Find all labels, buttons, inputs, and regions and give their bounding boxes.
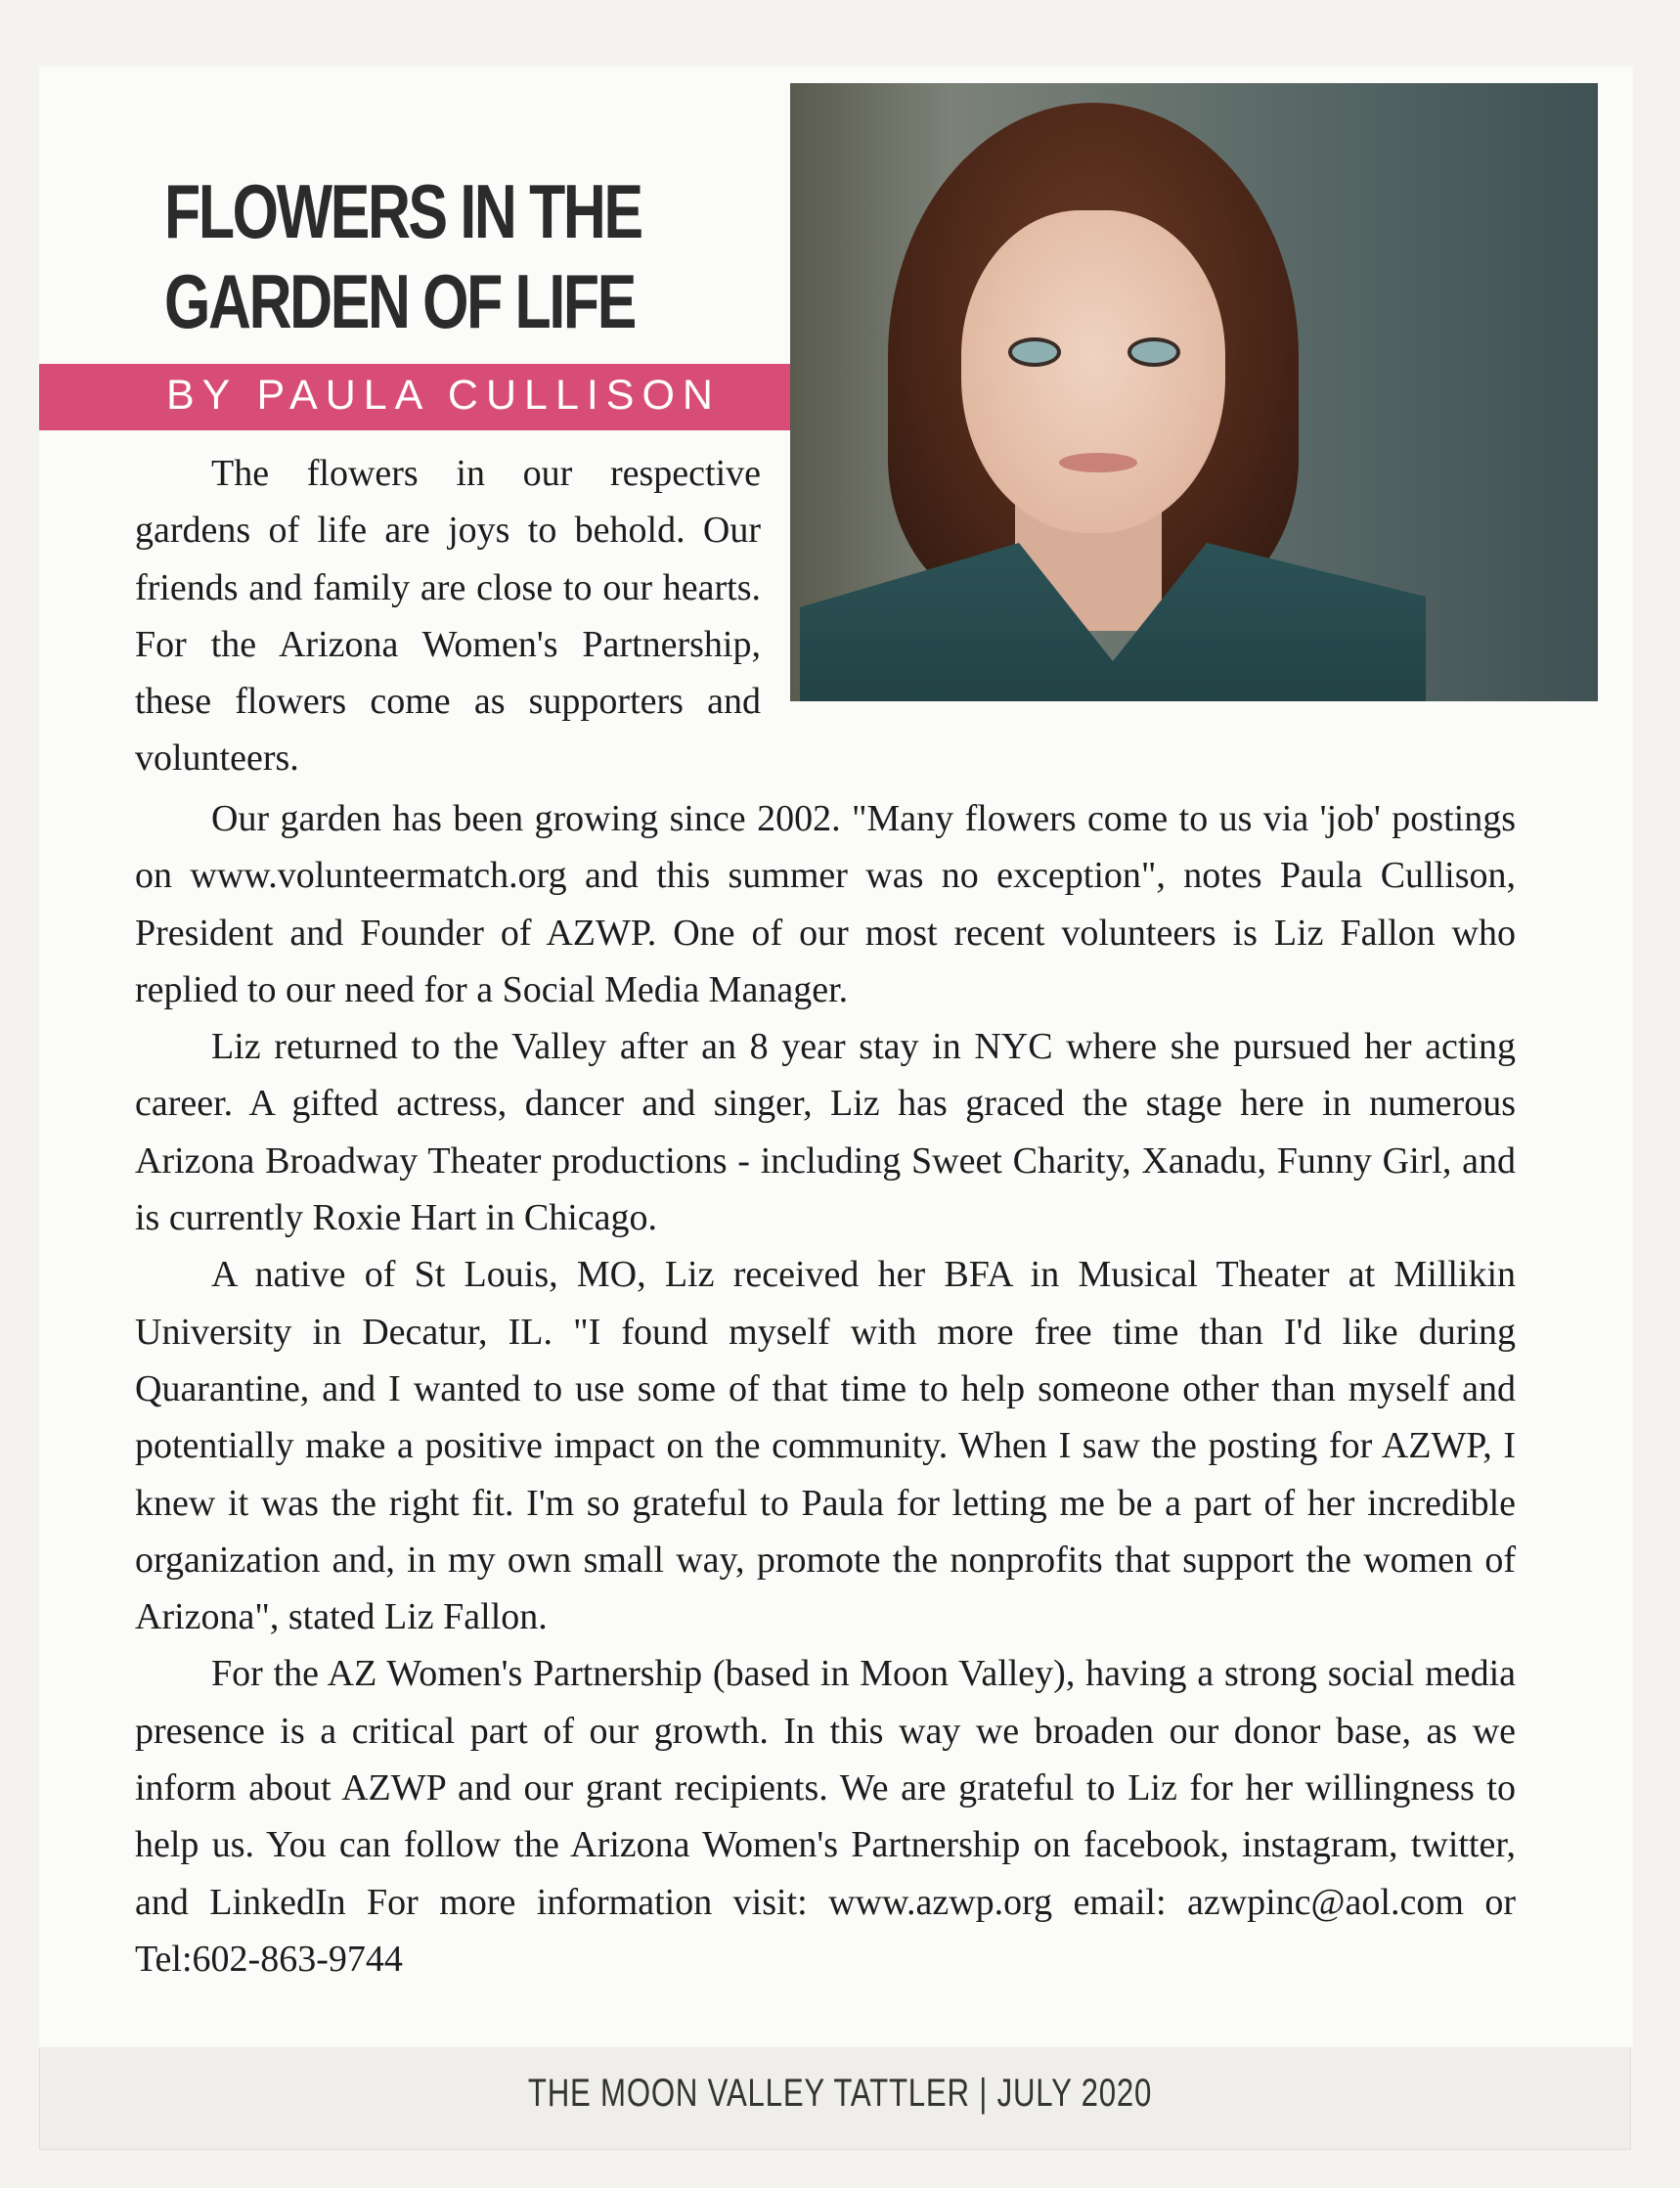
paragraph-2: Liz returned to the Valley after an 8 year stay in NYC where she pursued her acting career. A gifted actress, dancer and singer, Liz has graced the stage here in numerous Arizona Broadway Theater productions - including Sweet Charity, Xanadu, Funny Girl, and is currently Roxie Hart in Chicago. <box>135 1026 1516 1239</box>
headline <box>164 166 641 346</box>
portrait-photo <box>790 83 1598 701</box>
paragraph-3: A native of St Louis, MO, Liz received her BFA in Musical Theater at Millikin University in Decatur, IL. "I found myself with more free time than I'd like during Quarantine, and I wanted to use some of that time to help someone other than myself and potentially make a positive impact on the community. When I saw the posting for AZWP, I knew it was the right fit. I'm so grateful to Paula for letting me be a part of her incredible organization and, in my own small way, promote the nonprofits that support the women of Arizona", stated Liz Fallon. <box>135 1254 1516 1638</box>
photo-right-eye <box>1127 337 1180 367</box>
paragraph-1: Our garden has been growing since 2002. "Many flowers come to us via 'job' postings on www.volunteermatch.org and this summer was no exception", notes Paula Cullison, President and Founder of AZWP. One of our most recent volunteers is Liz Fallon who replied to our need for a Social Media Manager. <box>135 798 1516 1010</box>
intro-column <box>135 445 761 787</box>
article-body <box>135 790 1516 1987</box>
byline-bar <box>39 364 792 430</box>
byline: BY PAULA CULLISON <box>166 372 721 419</box>
headline-line-2: GARDEN OF LIFE <box>164 258 636 344</box>
intro-paragraph: The flowers in our respective gardens of life are joys to behold. Our friends and family are close to our hearts. For the Arizona Women's Partnership, these flowers come as supporters and volunteers. <box>135 453 761 780</box>
page-footer: THE MOON VALLEY TATTLER | JULY 2020 <box>527 2072 1153 2115</box>
headline-line-1: FLOWERS IN THE <box>164 168 641 254</box>
paragraph-4: For the AZ Women's Partnership (based in Moon Valley), having a strong social media presence is a critical part of our growth. In this way we broaden our donor base, as we inform about AZWP and our grant recipients. We are grateful to Liz for her willingness to help us. You can follow the Arizona Women's Partnership on facebook, instagram, twitter, and LinkedIn For more information visit: www.azwp.org email: azwpinc@aol.com or Tel:602-863-9744 <box>135 1653 1516 1980</box>
photo-left-eye <box>1008 337 1061 367</box>
photo-lips <box>1059 453 1137 472</box>
photo-face <box>961 210 1225 533</box>
